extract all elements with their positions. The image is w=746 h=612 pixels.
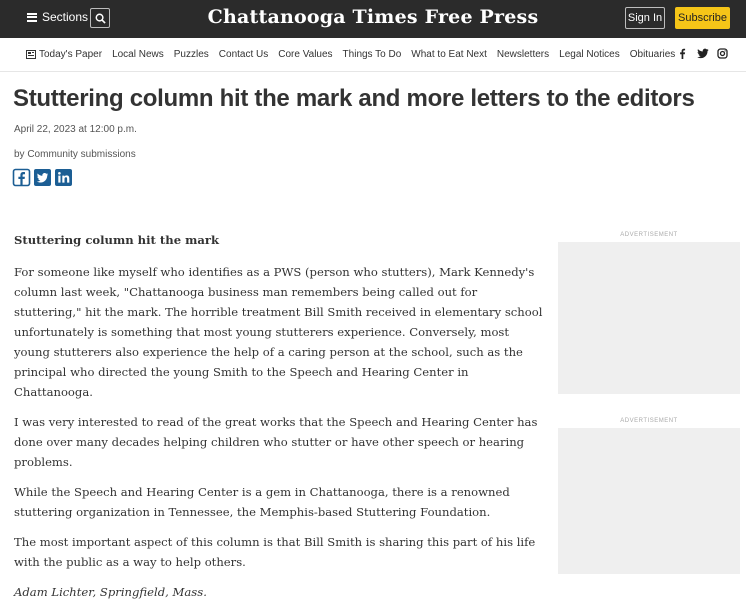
subscribe-button[interactable]: Subscribe (675, 7, 730, 29)
site-logo[interactable]: Chattanooga Times Free Press (207, 6, 539, 28)
nav-item-local-news[interactable] (112, 49, 164, 60)
sign-in-button[interactable]: Sign In (625, 7, 665, 29)
twitter-share-icon[interactable] (34, 169, 51, 186)
twitter-icon[interactable] (697, 48, 708, 59)
nav-item-todays-paper[interactable] (26, 49, 102, 60)
nav-item-label: Legal Notices (559, 49, 620, 60)
nav-item-what-to-eat-next[interactable] (411, 49, 487, 60)
nav-item-newsletters[interactable] (497, 49, 549, 60)
ad-label: ADVERTISEMENT (620, 232, 678, 238)
article-paragraph: I was very interested to read of the great works that the Speech and Hearing Center has done over many decades helping children who stutter or have other speech or hearing problems. (14, 415, 538, 469)
article-title: Stuttering column hit the mark and more letters to the editors (13, 85, 695, 112)
social-links (677, 48, 728, 59)
nav-item-obituaries[interactable] (630, 49, 676, 60)
site-header (0, 0, 746, 38)
instagram-icon[interactable] (717, 48, 728, 59)
nav-links (26, 49, 675, 60)
nav-item-label: Newsletters (496, 49, 550, 60)
article-date: April 22, 2023 at 12:00 p.m. (14, 124, 137, 135)
article-body (14, 230, 544, 612)
ad-label: ADVERTISEMENT (620, 418, 678, 424)
nav-bar (0, 38, 746, 72)
article-paragraph: The most important aspect of this column is that Bill Smith is sharing this part of his life with the public as a way to help others. (14, 535, 536, 569)
article-paragraph: While the Speech and Hearing Center is a gem in Chattanooga, there is a renowned stuttering organization in Tennessee, the Memphis-based Stuttering Foundation. (14, 485, 510, 519)
letter-signature: Adam Lichter, Springfield, Mass. (14, 585, 207, 599)
nav-item-label: What to Eat Next (411, 49, 487, 60)
nav-item-label: Things To Do (342, 49, 402, 60)
nav-item-legal-notices[interactable] (559, 49, 620, 60)
nav-item-label: Contact Us (218, 49, 269, 60)
nav-item-core-values[interactable] (278, 49, 332, 60)
nav-item-label: Puzzles (173, 49, 209, 60)
nav-item-contact-us[interactable] (219, 49, 268, 60)
newspaper-icon (26, 50, 36, 59)
nav-item-label: Today's Paper (39, 49, 103, 60)
ad-slot[interactable] (558, 242, 740, 394)
share-buttons (13, 169, 72, 186)
facebook-icon[interactable] (677, 48, 688, 59)
linkedin-share-icon[interactable] (55, 169, 72, 186)
nav-item-label: Local News (112, 49, 164, 60)
article-byline: by Community submissions (14, 149, 136, 160)
sections-label: Sections (42, 10, 89, 24)
nav-item-label: Obituaries (629, 49, 676, 60)
nav-item-label: Core Values (278, 49, 333, 60)
nav-item-things-to-do[interactable] (343, 49, 402, 60)
article-paragraph: For someone like myself who identifies as a PWS (person who stutters), Mark Kennedy's column last week, "Chattanooga business man remembers being called out for stuttering," hit the mark. The horrible treatment Bill Smith received in elementary school unfortunately is something that most young stutterers experience. Conversely, most young stutterers also experience the help of a caring person at the school, such as the principal who directed the young Smith to the Speech and Hearing Center in Chattanooga. (14, 265, 543, 399)
facebook-share-icon[interactable] (13, 169, 30, 186)
ad-slot[interactable] (558, 428, 740, 574)
nav-item-puzzles[interactable] (174, 49, 209, 60)
article-subhead: Stuttering column hit the mark (14, 233, 220, 247)
